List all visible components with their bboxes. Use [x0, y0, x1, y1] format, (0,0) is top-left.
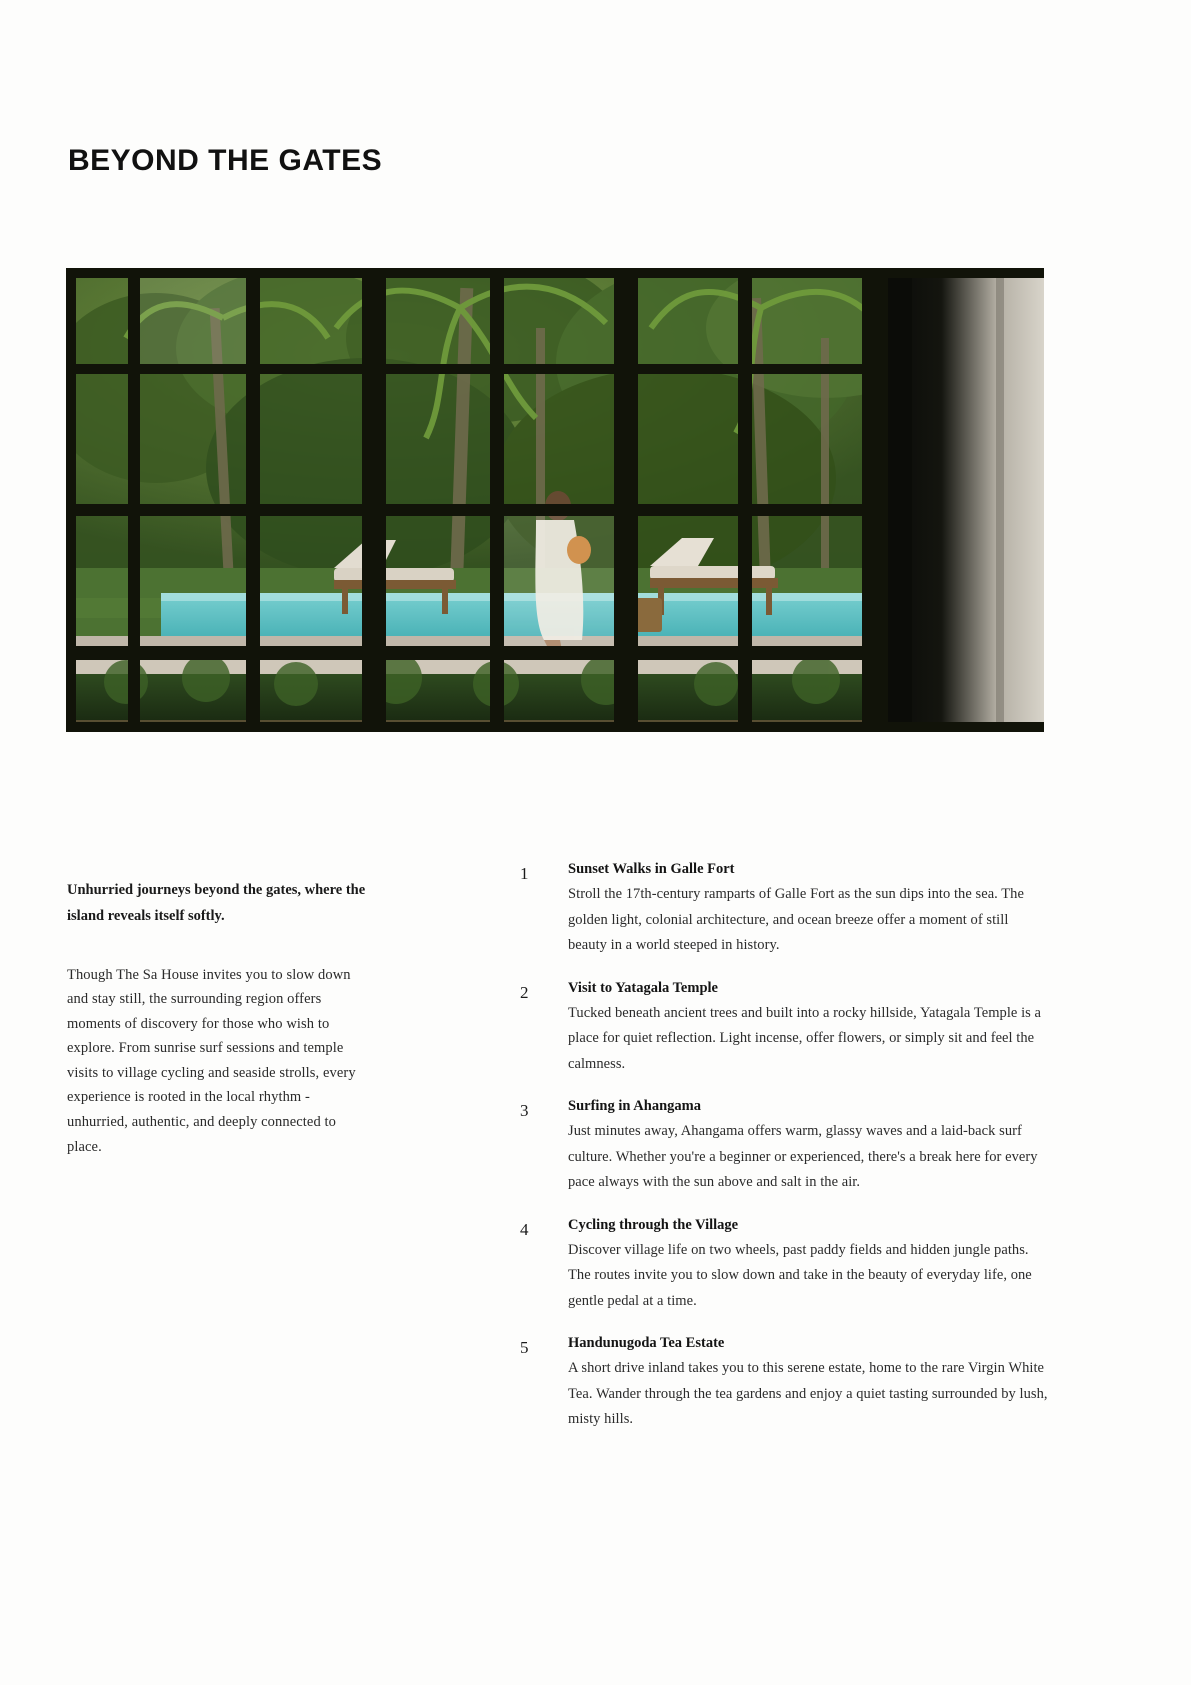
list-item: [520, 1095, 1050, 1196]
list-item-number: 4: [520, 1219, 529, 1239]
list-item-description: A short drive inland takes you to this serene estate, home to the rare Virgin White Tea. Wander through the tea gardens and enjoy a quiet tasting surrounded by lush, misty hills.: [568, 1360, 1048, 1427]
list-item-description: Just minutes away, Ahangama offers warm, glassy waves and a laid-back surf culture. Whether you're a beginner or experienced, there's a break here for every pace always with the sun above and salt in the air.: [568, 1123, 1038, 1190]
list-item-number: 5: [520, 1338, 529, 1357]
list-item-title: Handunugoda Tea Estate: [568, 1335, 725, 1351]
intro-lede: Unhurried journeys beyond the gates, where the island reveals itself softly.: [67, 881, 366, 924]
list-item: [520, 977, 1050, 1078]
experiences-list: [520, 858, 1050, 1451]
list-item-description: Discover village life on two wheels, past paddy fields and hidden jungle paths. The routes invite you to slow down and take in the beauty of everyday life, one gentle pedal at a time.: [568, 1241, 1032, 1309]
list-item-description: Tucked beneath ancient trees and built into a rocky hillside, Yatagala Temple is a place for quiet reflection. Light incense, offer flowers, or simply sit and feel the calmness.: [568, 1004, 1042, 1072]
list-item-description: Stroll the 17th-century ramparts of Galle Fort as the sun dips into the sea. The golden light, colonial architecture, and ocean breeze offer a moment of still beauty in a world steeped in history.: [568, 886, 1024, 953]
list-item-number: 1: [520, 864, 529, 883]
list-item-title: Visit to Yatagala Temple: [568, 979, 718, 996]
list-item-title: Cycling through the Village: [568, 1216, 739, 1233]
page-title: BEYOND THE GATES: [68, 144, 383, 178]
list-item: [520, 1214, 1050, 1315]
list-item: [520, 858, 1050, 959]
list-item-title: Sunset Walks in Galle Fort: [568, 861, 735, 877]
list-item: [520, 1332, 1050, 1433]
window-view-photo: [66, 268, 1044, 732]
list-item-title: Surfing in Ahangama: [568, 1098, 701, 1114]
hero-image: [66, 268, 1044, 732]
list-item-number: 2: [520, 982, 529, 1002]
intro-body: Though The Sa House invites you to slow down and stay still, the surrounding region offers moments of discovery for those who wish to explore. From sunrise surf sessions and temple visits to village cycling and seaside strolls, every experience is rooted in the local rhythm - unhurried, authentic, and deeply connected to place.: [67, 966, 356, 1155]
list-item-number: 3: [520, 1101, 529, 1120]
